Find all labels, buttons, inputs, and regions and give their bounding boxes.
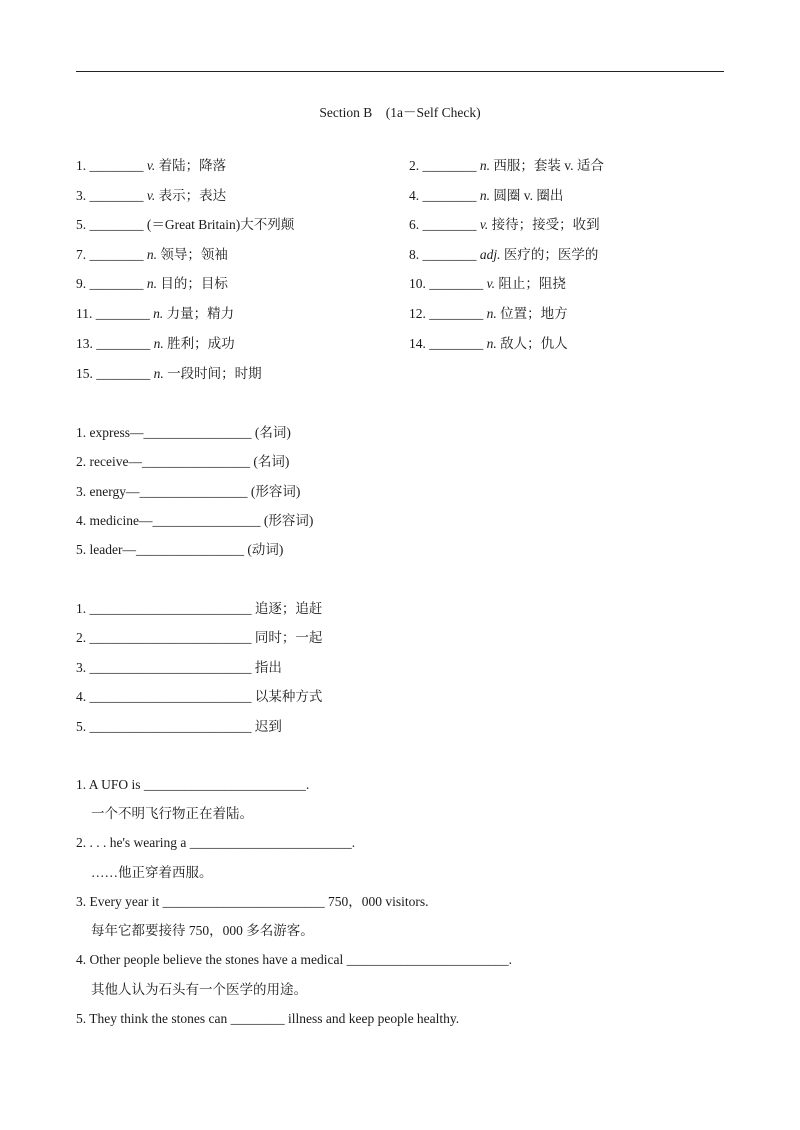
- vocab-item: 1. ________ v. 着陆；降落: [76, 158, 227, 173]
- sentence-chinese: 其他人认为石头有一个医学的用途。: [91, 982, 307, 997]
- vocab-item: 9. ________ n. 目的；目标: [76, 276, 228, 291]
- sentence-english: 4. Other people believe the stones have a medical ________________________.: [76, 952, 513, 967]
- sentence-english: 5. They think the stones can ________ illness and keep people healthy.: [76, 1011, 460, 1026]
- section-title: Section B (1a－Self Check): [319, 105, 481, 120]
- sentence-english: 3. Every year it ________________________ 750，000 visitors.: [76, 894, 429, 909]
- vocab-item: 15. ________ n. 一段时间；时期: [76, 366, 262, 381]
- vocab-item: 10. ________ v. 阻止；阻挠: [409, 276, 566, 291]
- sentence-english: 1. A UFO is ________________________.: [76, 777, 310, 792]
- sentence-chinese: 每年它都要接待 750，000 多名游客。: [91, 923, 314, 938]
- word-form-item: 1. express—________________ (名词): [76, 425, 291, 440]
- vocab-item: 2. ________ n. 西服；套装 v. 适合: [409, 158, 604, 173]
- phrase-item: 5. ________________________ 迟到: [76, 719, 282, 734]
- word-form-item: 4. medicine—________________ (形容词): [76, 513, 314, 528]
- vocab-item: 3. ________ v. 表示；表达: [76, 188, 227, 203]
- top-rule: [76, 71, 724, 72]
- sentence-chinese: ……他正穿着西服。: [91, 865, 213, 880]
- vocab-item: 6. ________ v. 接待；接受；收到: [409, 217, 600, 232]
- word-form-item: 2. receive—________________ (名词): [76, 454, 290, 469]
- word-form-item: 3. energy—________________ (形容词): [76, 484, 301, 499]
- phrase-item: 4. ________________________ 以某种方式: [76, 689, 323, 704]
- sentence-english: 2. . . . he's wearing a ________________________.: [76, 835, 356, 850]
- vocab-item: 4. ________ n. 圆圈 v. 圈出: [409, 188, 564, 203]
- vocab-item: 14. ________ n. 敌人；仇人: [409, 336, 568, 351]
- vocab-item: 12. ________ n. 位置；地方: [409, 306, 568, 321]
- phrase-item: 3. ________________________ 指出: [76, 660, 282, 675]
- vocab-item: 5. ________ (＝Great Britain)大不列颠: [76, 217, 295, 232]
- vocab-item: 11. ________ n. 力量；精力: [76, 306, 235, 321]
- phrase-item: 1. ________________________ 追逐；追赶: [76, 601, 323, 616]
- vocab-item: 13. ________ n. 胜利；成功: [76, 336, 235, 351]
- word-form-item: 5. leader—________________ (动词): [76, 542, 284, 557]
- vocab-item: 7. ________ n. 领导；领袖: [76, 247, 228, 262]
- sentence-chinese: 一个不明飞行物正在着陆。: [91, 806, 253, 821]
- vocab-item: 8. ________ adj. 医疗的；医学的: [409, 247, 599, 262]
- phrase-item: 2. ________________________ 同时；一起: [76, 630, 323, 645]
